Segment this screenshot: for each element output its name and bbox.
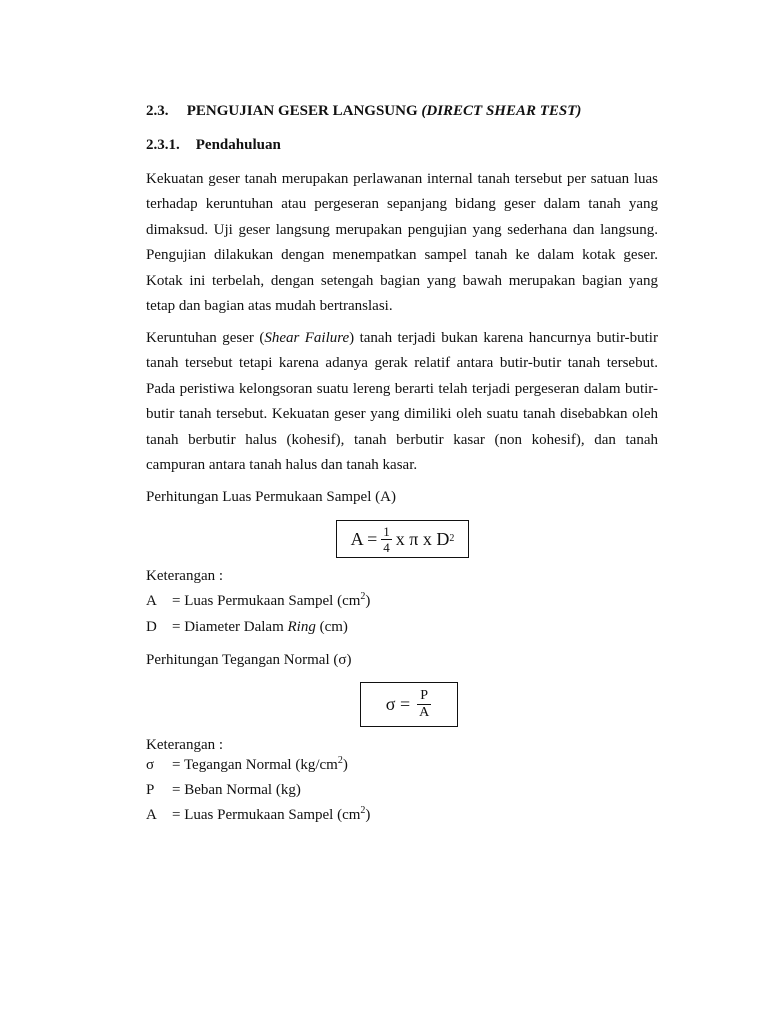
section-number: 2.3. [146,103,169,119]
paragraph2-part1: Keruntuhan geser ( [146,330,265,346]
paragraph-shear-failure [146,326,658,478]
legend-tail: ) [342,757,348,773]
normal-formula-denominator: A [419,705,430,720]
subsection-number: 2.3.1. [146,137,180,153]
legend-tail: ) [365,593,371,609]
area-formula-lhs: A = [350,528,378,549]
area-formula-denominator: 4 [383,539,390,555]
section-title: PENGUJIAN GESER LANGSUNG [186,103,418,119]
legend-sup: 2 [337,755,343,766]
area-legend-row-a [146,593,370,610]
legend-desc: = Luas Permukaan Sampel (cm [172,807,361,823]
subsection-title: Pendahuluan [195,137,281,153]
legend-symbol: P [146,782,155,798]
area-label: Perhitungan Luas Permukaan Sampel (A) [146,489,396,505]
subsection-heading [146,137,281,154]
legend-symbol: σ [146,757,155,773]
legend-sup: 2 [360,591,366,602]
area-formula-box: A = $\frac{1}{4}$ x π x D 2 [336,520,469,558]
paragraph2-italic: Shear Failure [264,330,350,346]
area-formula-numerator: 1 [383,523,390,539]
legend-italic: Ring [287,619,316,635]
paragraph2-part2: ) tanah terjadi bukan karena hancurnya butir-butir tanah tersebut tetapi karena adanya gerak relatif antara butir-butir tanah tersebut. Pada peristiwa kelongsoran suatu lereng berarti telah terjadi pergeseran dalam butir-butir tanah tersebut. Kekuatan geser yang dimiliki oleh suatu tanah disebabkan oleh tanah berbutir halus (kohesif), tanah berbutir kasar (non kohesif), dan tanah campuran antara tanah halus dan tanah kasar. [146,330,658,474]
normal-legend-row-a [146,807,370,824]
legend-tail: ) [365,807,371,823]
normal-legend-title: Keterangan : [146,737,224,753]
section-title-italic: (DIRECT SHEAR TEST) [421,103,582,119]
legend-desc: = Diameter Dalam [172,619,288,635]
normal-legend-row-p [146,782,301,799]
normal-legend-row-sigma [146,757,348,774]
legend-symbol: A [146,593,157,609]
legend-tail: (cm) [315,619,348,635]
legend-sup: 2 [360,805,366,816]
normal-formula-lhs: σ = [385,694,411,714]
normal-formula-box [360,682,458,727]
area-legend-title: Keterangan : [146,568,224,584]
section-heading [146,103,581,120]
normal-stress-label: Perhitungan Tegangan Normal (σ) [146,652,352,668]
paragraph-intro: Kekuatan geser tanah merupakan perlawanan internal tanah tersebut per satuan luas terhadap keruntuhan atau pergeseran sepanjang bidang geser dalam tanah yang dimaksud. Uji geser langsung merupakan pengujian yang sederhana dan langsung. Pengujian dilakukan dengan menempatkan sampel tanah ke dalam kotak geser. Kotak ini terbelah, dengan setengah bagian yang bawah merupakan bagian yang tetap dan bagian atas mudah bertranslasi. [146,171,658,315]
normal-formula-fraction [416,689,432,720]
area-formula-fraction [381,525,392,554]
area-legend-row-d [146,619,348,636]
legend-desc: = Luas Permukaan Sampel (cm [172,593,361,609]
normal-formula-numerator: P [417,689,431,705]
legend-desc: = Tegangan Normal (kg/cm [172,757,338,773]
legend-desc: = Beban Normal (kg) [172,782,301,798]
legend-symbol: A [146,807,157,823]
legend-symbol: D [146,619,157,635]
area-formula-rhs: x π x D [395,528,450,549]
